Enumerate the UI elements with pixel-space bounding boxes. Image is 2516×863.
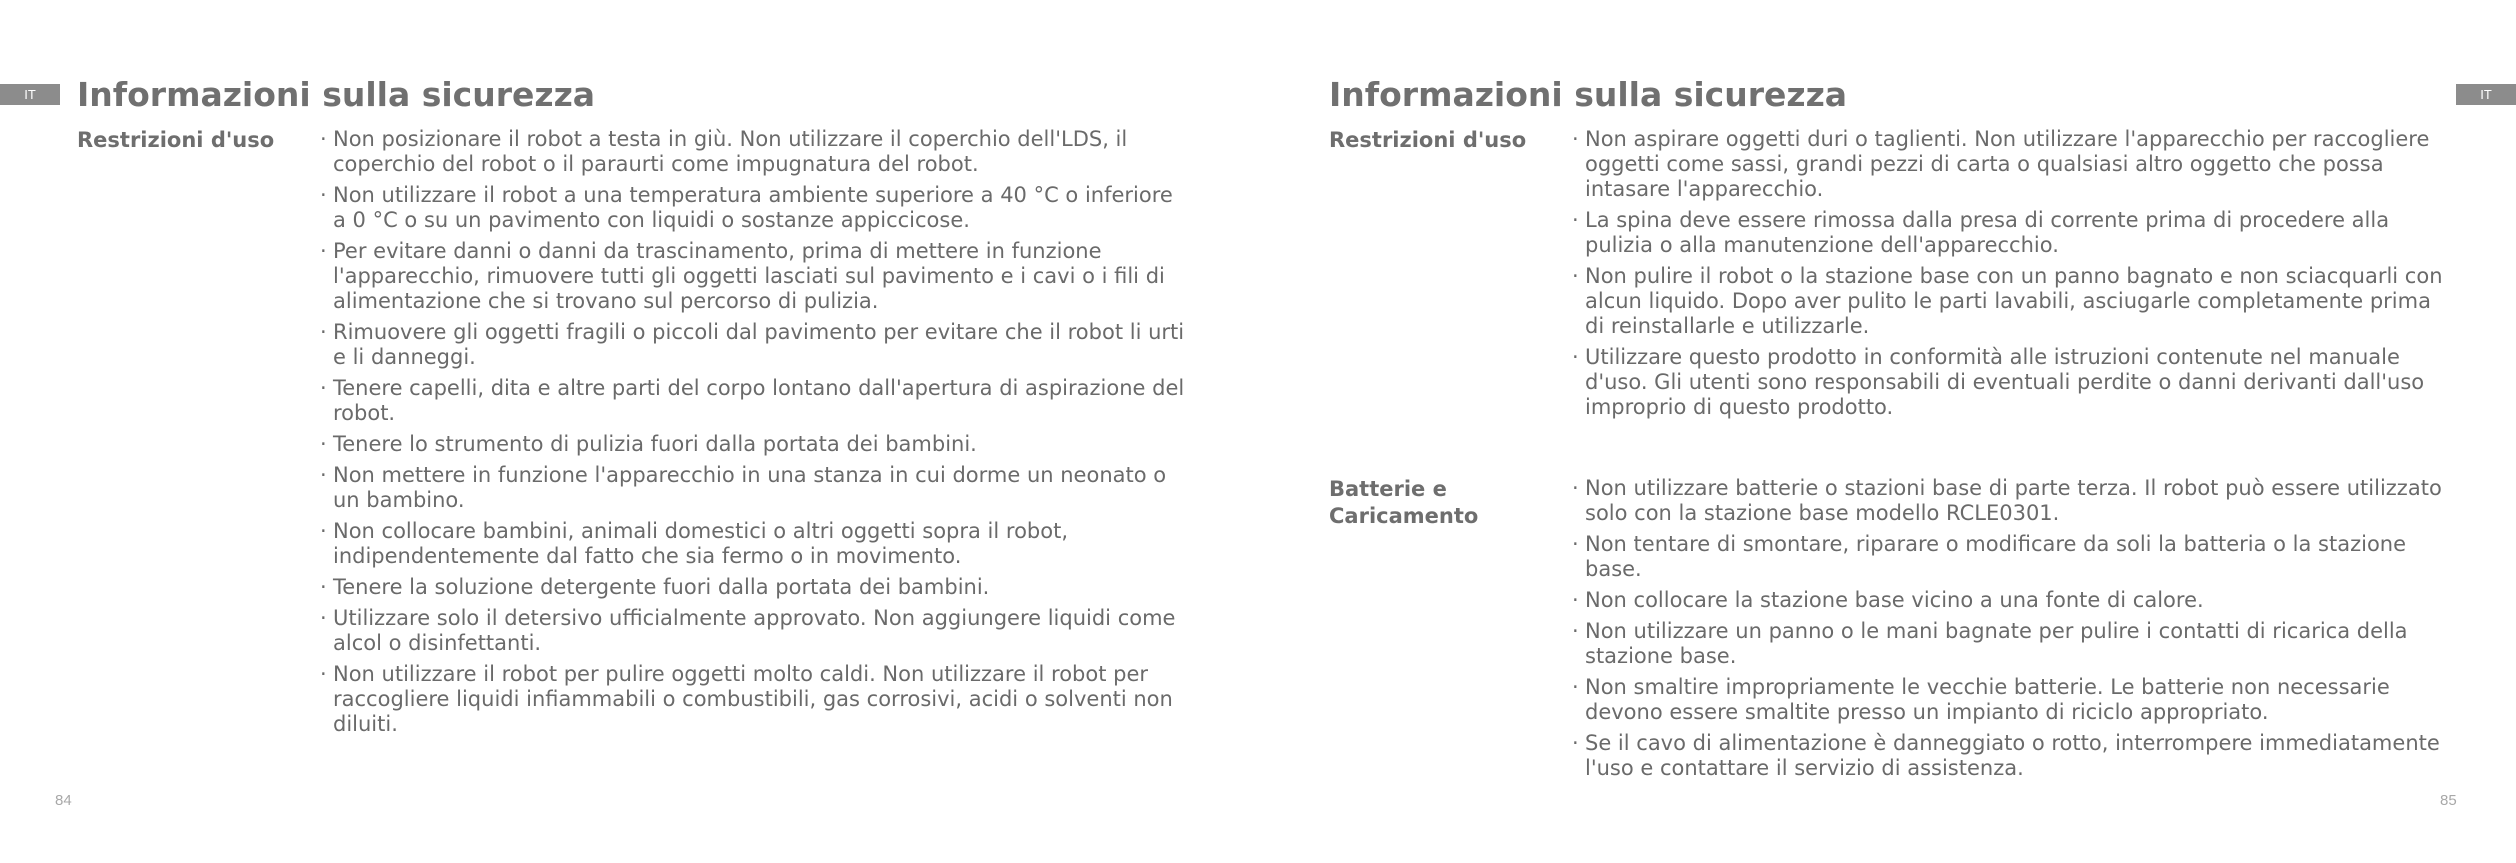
list-item: · Non utilizzare il robot a una temperatura ambiente superiore a 40 °C o inferiore a 0 °C o su un pavimento con liquidi o sostanze appiccicose. xyxy=(320,183,1188,233)
page-title: Informazioni sulla sicurezza xyxy=(77,75,596,114)
list-item: · Per evitare danni o danni da trascinamento, prima di mettere in funzione l'apparecchio, rimuovere tutti gli oggetti lasciati sul pavimento e i cavi o i fili di alimentazione che si trovano sul percorso di pulizia. xyxy=(320,239,1188,314)
right-page xyxy=(1258,0,2516,863)
section-label: Restrizioni d'uso xyxy=(77,128,275,152)
list-item: · Non mettere in funzione l'apparecchio in una stanza in cui dorme un neonato o un bambino. xyxy=(320,463,1188,513)
list-item: · La spina deve essere rimossa dalla presa di corrente prima di procedere alla pulizia o alla manutenzione dell'apparecchio. xyxy=(1572,208,2452,258)
list-item: · Rimuovere gli oggetti fragili o piccoli dal pavimento per evitare che il robot li urti e li danneggi. xyxy=(320,320,1188,370)
page-number: 85 xyxy=(2440,792,2457,809)
list-item: · Tenere lo strumento di pulizia fuori dalla portata dei bambini. xyxy=(320,432,1188,457)
list-item: · Non utilizzare batterie o stazioni base di parte terza. Il robot può essere utilizzato solo con la stazione base modello RCLE0301. xyxy=(1572,476,2452,526)
page-title: Informazioni sulla sicurezza xyxy=(1329,75,1848,114)
language-tab: IT xyxy=(0,84,60,105)
section-label: Restrizioni d'uso xyxy=(1329,128,1527,152)
list-item: · Non pulire il robot o la stazione base con un panno bagnato e non sciacquarli con alcun liquido. Dopo aver pulito le parti lavabili, asciugarle completamente prima di reinstallarle e utilizzarle. xyxy=(1572,264,2452,339)
language-tab: IT xyxy=(2456,84,2516,105)
list-item: · Non utilizzare il robot per pulire oggetti molto caldi. Non utilizzare il robot per raccogliere liquidi infiammabili o combustibili, gas corrosivi, acidi o solventi non diluiti. xyxy=(320,662,1188,737)
list-item: · Non smaltire impropriamente le vecchie batterie. Le batterie non necessarie devono essere smaltite presso un impianto di riciclo appropriato. xyxy=(1572,675,2452,725)
list-item: · Utilizzare solo il detersivo ufficialmente approvato. Non aggiungere liquidi come alcol o disinfettanti. xyxy=(320,606,1188,656)
list-item: · Non posizionare il robot a testa in giù. Non utilizzare il coperchio dell'LDS, il coperchio del robot o il paraurti come impugnatura del robot. xyxy=(320,127,1188,177)
bullet-list xyxy=(320,127,1188,743)
list-item: · Non collocare bambini, animali domestici o altri oggetti sopra il robot, indipendentemente dal fatto che sia fermo o in movimento. xyxy=(320,519,1188,569)
list-item: · Non aspirare oggetti duri o taglienti. Non utilizzare l'apparecchio per raccogliere oggetti come sassi, grandi pezzi di carta o qualsiasi altro oggetto che possa intasare l'apparecchio. xyxy=(1572,127,2452,202)
bullet-list xyxy=(1572,127,2452,426)
list-item: · Se il cavo di alimentazione è danneggiato o rotto, interrompere immediatamente l'uso e contattare il servizio di assistenza. xyxy=(1572,731,2452,781)
bullet-list xyxy=(1572,476,2452,787)
list-item: · Tenere capelli, dita e altre parti del corpo lontano dall'apertura di aspirazione del robot. xyxy=(320,376,1188,426)
list-item: · Non tentare di smontare, riparare o modificare da soli la batteria o la stazione base. xyxy=(1572,532,2452,582)
list-item: · Tenere la soluzione detergente fuori dalla portata dei bambini. xyxy=(320,575,1188,600)
section-label: Batterie e Caricamento xyxy=(1329,477,1479,528)
list-item: · Non utilizzare un panno o le mani bagnate per pulire i contatti di ricarica della stazione base. xyxy=(1572,619,2452,669)
list-item: · Utilizzare questo prodotto in conformità alle istruzioni contenute nel manuale d'uso. Gli utenti sono responsabili di eventuali perdite o danni derivanti dall'uso improprio di questo prodotto. xyxy=(1572,345,2452,420)
page-number: 84 xyxy=(55,792,72,809)
list-item: · Non collocare la stazione base vicino a una fonte di calore. xyxy=(1572,588,2452,613)
